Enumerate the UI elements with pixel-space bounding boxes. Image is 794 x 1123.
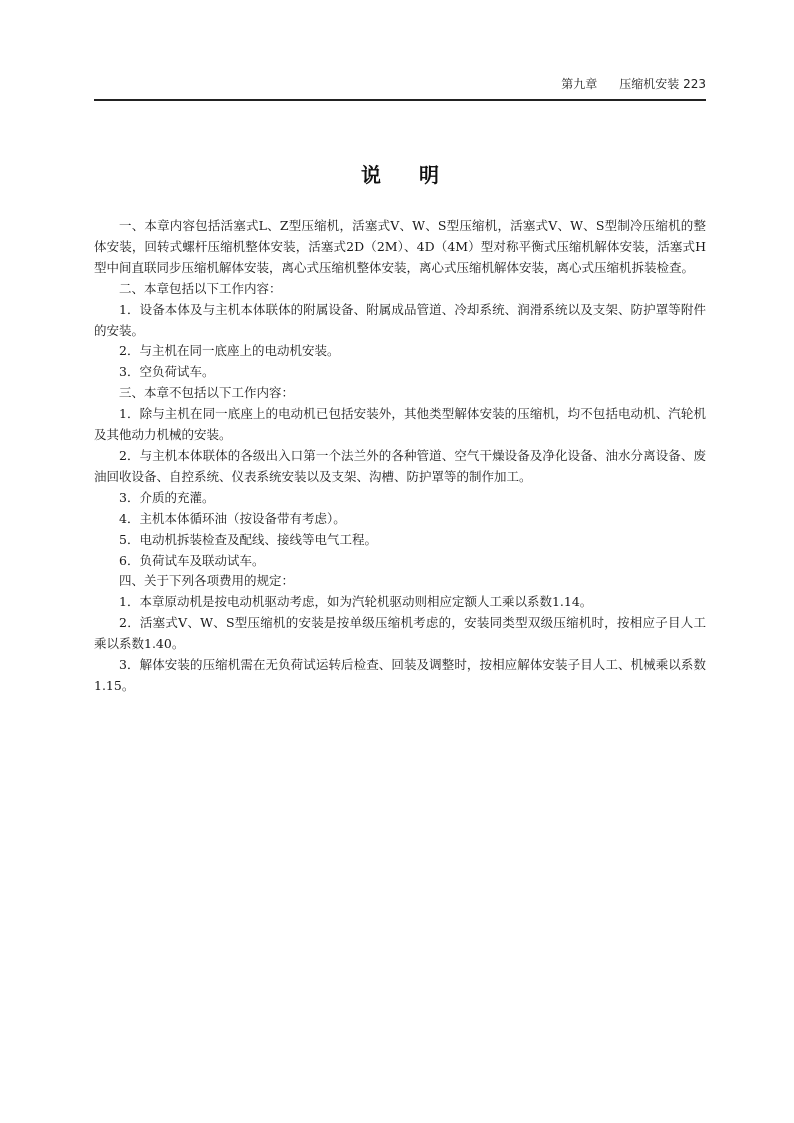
header-rule bbox=[94, 99, 706, 101]
paragraph-scope: 一、本章内容包括活塞式L、Z型压缩机，活塞式V、W、S型压缩机，活塞式V、W、S型制冷压缩机的整体安装，回转式螺杆压缩机整体安装，活塞式2D（2M）、4D（4M）型对称平衡式压缩机解体安装，活塞式H型中间直联同步压缩机解体安装，离心式压缩机整体安装，离心式压缩机解体安装，离心式压缩机拆装检查。 bbox=[94, 218, 706, 275]
paragraph-heading-fees: 四、关于下列各项费用的规定： bbox=[119, 573, 295, 589]
paragraph-heading-includes: 二、本章包括以下工作内容： bbox=[119, 280, 282, 296]
body-text bbox=[94, 216, 706, 697]
paragraph-excludes-item-3: 3．介质的充灌。 bbox=[119, 489, 215, 505]
header-page-number: 223 bbox=[683, 77, 706, 91]
header-section: 压缩机安装 bbox=[619, 77, 680, 91]
paragraph-includes-item-2: 2．与主机在同一底座上的电动机安装。 bbox=[119, 343, 340, 359]
paragraph-fees-item-1: 1．本章原动机是按电动机驱动考虑，如为汽轮机驱动则相应定额人工乘以系数1.14。 bbox=[119, 594, 593, 610]
page-title: 说明 bbox=[361, 163, 477, 187]
paragraph-heading-excludes: 三、本章不包括以下工作内容： bbox=[119, 385, 295, 401]
paragraph-excludes-item-6: 6．负荷试车及联动试车。 bbox=[119, 552, 265, 568]
paragraph-includes-item-1: 1．设备本体及与主机本体联体的附属设备、附属成品管道、冷却系统、润滑系统以及支架、防护罩等附件的安装。 bbox=[94, 301, 706, 338]
paragraph-excludes-item-1: 1．除与主机在同一底座上的电动机已包括安装外，其他类型解体安装的压缩机，均不包括电动机、汽轮机及其他动力机械的安装。 bbox=[94, 406, 706, 443]
paragraph-excludes-item-4: 4．主机本体循环油（按设备带有考虑）。 bbox=[119, 510, 346, 526]
paragraph-fees-item-2: 2．活塞式V、W、S型压缩机的安装是按单级压缩机考虑的，安装同类型双级压缩机时，按相应子目人工乘以系数1.40。 bbox=[94, 615, 706, 652]
paragraph-includes-item-3: 3．空负荷试车。 bbox=[119, 364, 215, 380]
paragraph-excludes-item-2: 2．与主机本体联体的各级出入口第一个法兰外的各种管道、空气干燥设备及净化设备、油水分离设备、废油回收设备、自控系统、仪表系统安装以及支架、沟槽、防护罩等的制作加工。 bbox=[94, 447, 706, 484]
running-header bbox=[94, 74, 706, 94]
paragraph-fees-item-3: 3．解体安装的压缩机需在无负荷试运转后检查、回装及调整时，按相应解体安装子目人工、机械乘以系数1.15。 bbox=[94, 657, 706, 693]
paragraph-excludes-item-5: 5．电动机拆装检查及配线、接线等电气工程。 bbox=[119, 531, 377, 547]
header-chapter: 第九章 bbox=[561, 77, 598, 91]
